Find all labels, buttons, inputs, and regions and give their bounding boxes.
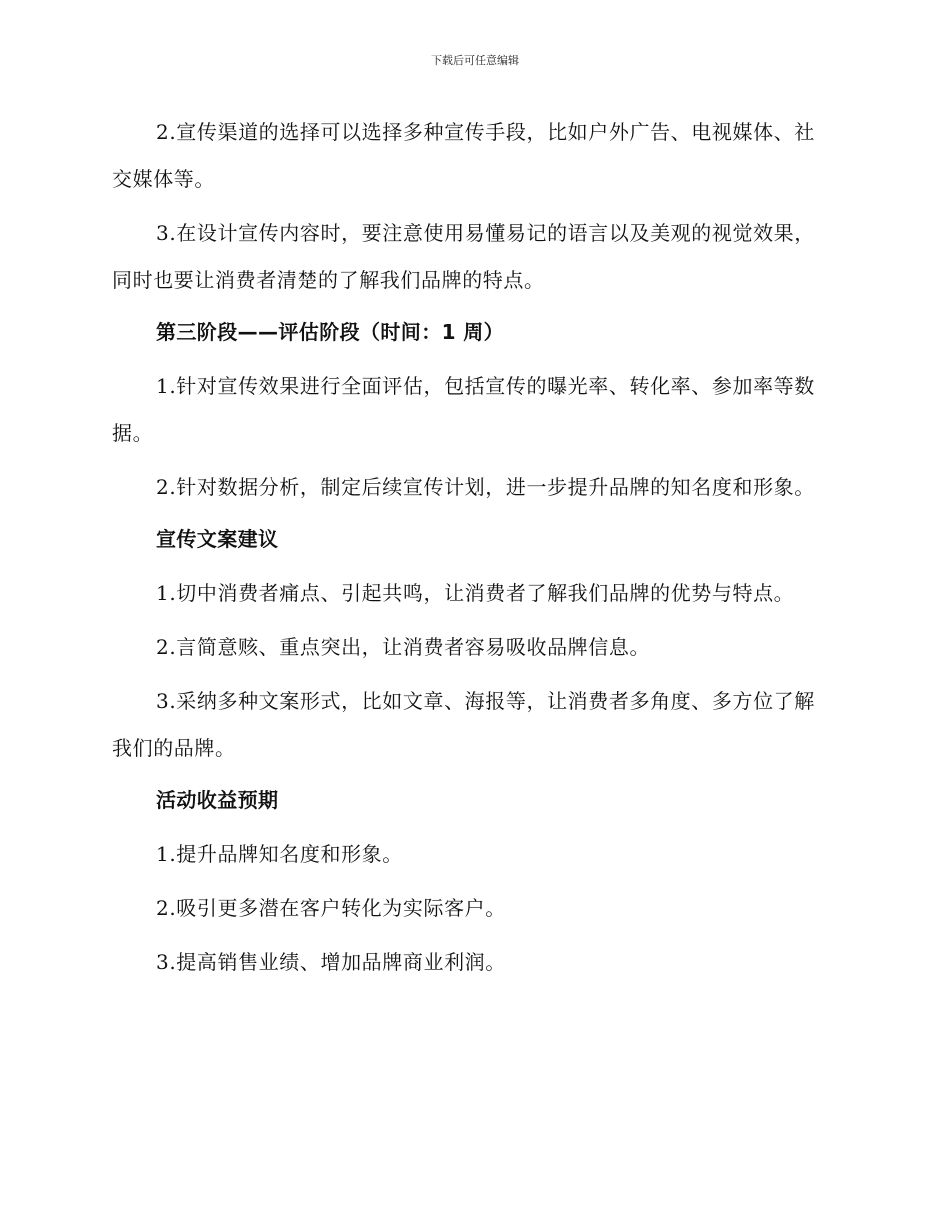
- paragraph-content-design: 3.在设计宣传内容时，要注意使用易懂易记的语言以及美观的视觉效果，同时也要让消费者清楚的了解我们品牌的特点。: [112, 221, 815, 292]
- paragraph-evaluation: 1.针对宣传效果进行全面评估，包括宣传的曝光率、转化率、参加率等数据。: [112, 374, 815, 445]
- paragraph-followup-plan: 2.针对数据分析，制定后续宣传计划，进一步提升品牌的知名度和形象。: [156, 475, 815, 499]
- heading-expected-benefits: 活动收益预期: [156, 788, 279, 812]
- paragraph-pain-points: 1.切中消费者痛点、引起共鸣，让消费者了解我们品牌的优势与特点。: [156, 581, 795, 605]
- paragraph-channel-selection: 2.宣传渠道的选择可以选择多种宣传手段，比如户外广告、电视媒体、社交媒体等。: [112, 120, 815, 191]
- paragraph-brand-awareness: 1.提升品牌知名度和形象。: [156, 842, 403, 866]
- heading-phase-three: 第三阶段——评估阶段（时间：1 周）: [156, 320, 505, 344]
- paragraph-sales-profit: 3.提高销售业绩、增加品牌商业利润。: [156, 950, 506, 974]
- page-header: 下载后可任意编辑: [431, 54, 519, 67]
- paragraph-concise: 2.言简意赅、重点突出，让消费者容易吸收品牌信息。: [156, 635, 651, 659]
- paragraph-copy-formats: 3.采纳多种文案形式，比如文章、海报等，让消费者多角度、多方位了解我们的品牌。: [112, 689, 815, 760]
- paragraph-customer-conversion: 2.吸引更多潜在客户转化为实际客户。: [156, 896, 506, 920]
- document-body: [112, 109, 828, 986]
- heading-copy-suggestions: 宣传文案建议: [156, 527, 279, 551]
